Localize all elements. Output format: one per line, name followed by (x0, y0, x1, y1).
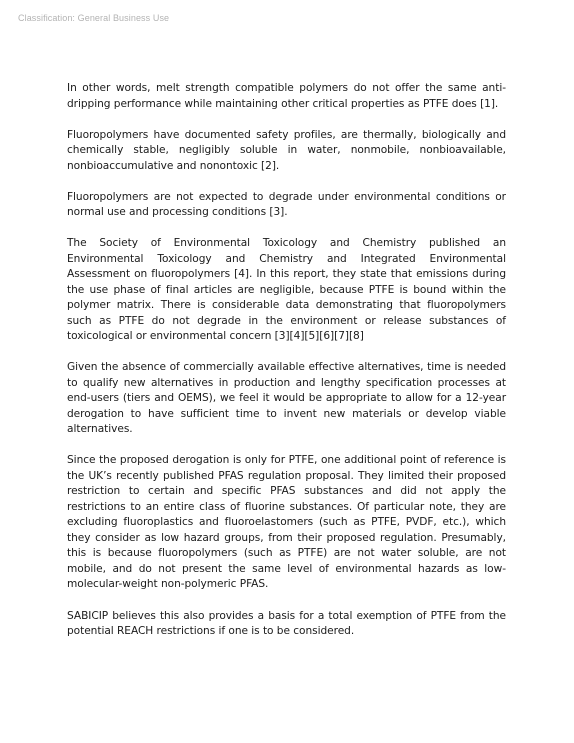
paragraph-degradation: Fluoropolymers are not expected to degrade under environmental conditions or normal use and processing conditions [3]. (67, 190, 506, 219)
classification-label: Classification: General Business Use (18, 13, 170, 23)
paragraph-setac-report: The Society of Environmental Toxicology and Chemistry published an Environmental Toxicology and Chemistry and Integrated Environmental Assessment on fluoropolymers [4]. In this report, they state that emissions during the use phase of final articles are negligible, because PTFE is bound within the polymer matrix. There is considerable data demonstrating that fluoropolymers such as PTFE do not degrade in the environment or release substances of toxicological or environmental concern [3][4][5][6][7][8] (67, 237, 506, 343)
document-body (67, 81, 506, 655)
paragraph-conclusion: SABICIP believes this also provides a basis for a total exemption of PTFE from the potential REACH restrictions if one is to be considered. (67, 609, 506, 638)
paragraph-uk-pfas-proposal: Since the proposed derogation is only for PTFE, one additional point of reference is the UK’s recently published PFAS regulation proposal. They limited their proposed restriction to certain and specific PFAS substances and did not apply the restrictions to an entire class of fluorine substances. Of particular note, they are excluding fluoroplastics and fluoroelastomers (such as PTFE, PVDF, etc.), which they consider as low hazard groups, from their proposed regulation. Presumably, this is because fluoropolymers (such as PTFE) are not water soluble, are not mobile, and do not present the same level of environmental hazards as low-molecular-weight non-polymeric PFAS. (67, 454, 506, 591)
paragraph-safety-profiles: Fluoropolymers have documented safety profiles, are thermally, biologically and chemically stable, negligibly soluble in water, nonmobile, nonbioavailable, nonbioaccumulative and nonontoxic [2]. (67, 128, 506, 172)
paragraph-anti-dripping: In other words, melt strength compatible polymers do not offer the same anti-dripping performance while maintaining other critical properties as PTFE does [1]. (67, 82, 506, 110)
paragraph-derogation-request: Given the absence of commercially available effective alternatives, time is needed to qualify new alternatives in production and lengthy specification processes at end-users (tiers and OEMS), we feel it would be appropriate to allow for a 12-year derogation to have sufficient time to invent new materials or develop viable alternatives. (67, 361, 506, 436)
